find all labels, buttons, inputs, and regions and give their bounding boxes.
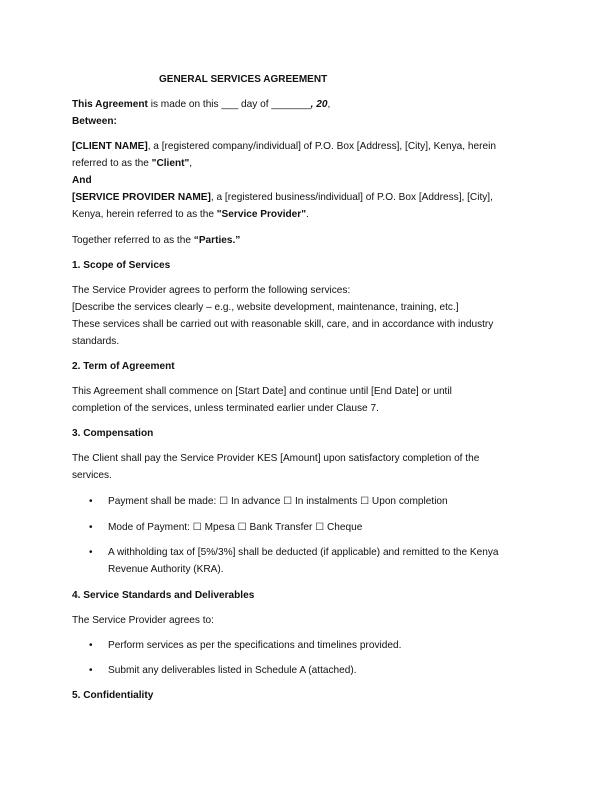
section-2-line-1: This Agreement shall commence on [Start Date] and continue until [End Date] or until bbox=[72, 386, 452, 397]
withholding-tax-item: A withholding tax of [5%/3%] shall be deducted (if applicable) and remitted to the Kenya bbox=[108, 547, 499, 558]
bullet-icon: • bbox=[89, 522, 93, 533]
section-1-line-3: These services shall be carried out with reasonable skill, care, and in accordance with industry bbox=[72, 319, 494, 330]
bullet-icon: • bbox=[89, 640, 93, 651]
client-end: , bbox=[189, 158, 193, 169]
and-label: And bbox=[72, 175, 92, 186]
intro-line bbox=[72, 98, 330, 111]
section-5-heading: 5. Confidentiality bbox=[72, 690, 154, 701]
provider-text-1: , a [registered business/individual] of P.O. Box [Address], [City], bbox=[210, 192, 493, 203]
parties-text: Together referred to as the bbox=[72, 235, 194, 246]
client-line-2 bbox=[72, 157, 192, 170]
parties-line bbox=[72, 234, 240, 247]
payment-terms-item: Payment shall be made: ☐ In advance ☐ In instalments ☐ Upon completion bbox=[108, 496, 448, 507]
section-1-heading: 1. Scope of Services bbox=[72, 260, 171, 271]
bullet-icon: • bbox=[89, 496, 93, 507]
client-label: "Client" bbox=[151, 158, 190, 169]
bullet-icon: • bbox=[89, 547, 93, 558]
provider-line-1 bbox=[72, 191, 493, 204]
intro-text: is made on this ___ day of _______ bbox=[147, 99, 311, 110]
provider-text-2: Kenya, herein referred to as the bbox=[72, 209, 217, 220]
section-3-heading: 3. Compensation bbox=[72, 428, 154, 439]
section-1-line-4: standards. bbox=[72, 336, 120, 347]
deliverable-item: Submit any deliverables listed in Schedule A (attached). bbox=[108, 665, 357, 676]
document-title: GENERAL SERVICES AGREEMENT bbox=[159, 74, 328, 85]
section-4-line-1: The Service Provider agrees to: bbox=[72, 615, 214, 626]
provider-line-2 bbox=[72, 208, 309, 221]
withholding-tax-item-cont: Revenue Authority (KRA). bbox=[108, 564, 224, 575]
section-1-line-2: [Describe the services clearly – e.g., website development, maintenance, training, etc.] bbox=[72, 302, 459, 313]
provider-label: "Service Provider" bbox=[216, 209, 307, 220]
client-text-1: , a [registered company/individual] of P.O. Box [Address], [City], Kenya, herein bbox=[147, 141, 496, 152]
parties-label: “Parties.” bbox=[193, 235, 241, 246]
section-2-line-2: completion of the services, unless terminated earlier under Clause 7. bbox=[72, 403, 379, 414]
intro-comma: , bbox=[327, 99, 331, 110]
section-2-heading: 2. Term of Agreement bbox=[72, 361, 175, 372]
section-3-line-1: The Client shall pay the Service Provider KES [Amount] upon satisfactory completion of the bbox=[72, 453, 480, 464]
provider-end: . bbox=[306, 209, 309, 220]
deliverable-item: Perform services as per the specifications and timelines provided. bbox=[108, 640, 402, 651]
section-1-line-1: The Service Provider agrees to perform the following services: bbox=[72, 285, 351, 296]
intro-bold: This Agreement bbox=[72, 99, 148, 110]
payment-mode-item: Mode of Payment: ☐ Mpesa ☐ Bank Transfer ☐ Cheque bbox=[108, 522, 363, 533]
bullet-icon: • bbox=[89, 665, 93, 676]
section-4-heading: 4. Service Standards and Deliverables bbox=[72, 590, 255, 601]
intro-year: , 20 bbox=[310, 99, 328, 110]
client-text-2: referred to as the bbox=[72, 158, 152, 169]
provider-name: [SERVICE PROVIDER NAME] bbox=[72, 192, 211, 203]
client-line-1 bbox=[72, 140, 496, 153]
between-label: Between: bbox=[72, 116, 117, 127]
client-name: [CLIENT NAME] bbox=[72, 141, 148, 152]
section-3-line-2: services. bbox=[72, 470, 112, 481]
